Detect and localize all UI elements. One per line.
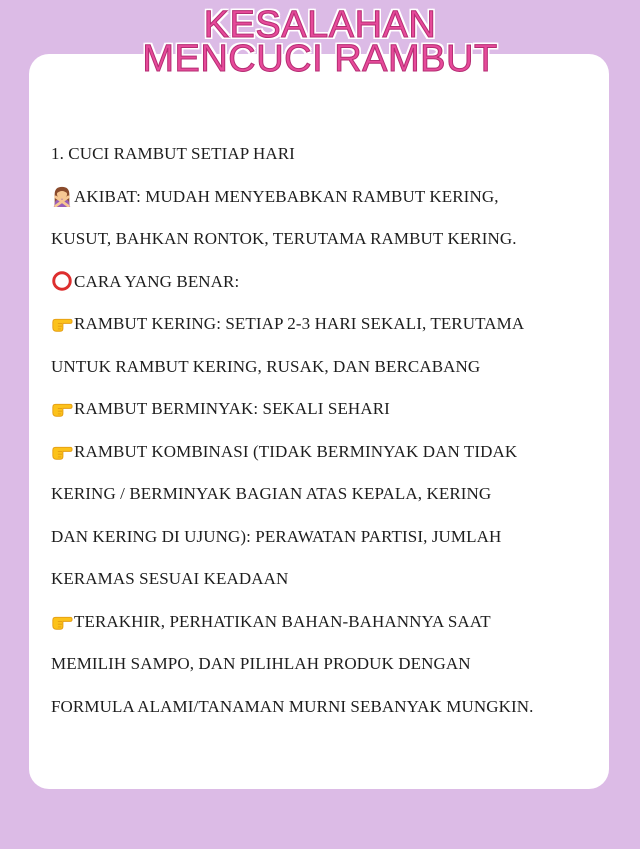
akibat-line-2: KUSUT, BAHKAN RONTOK, TERUTAMA RAMBUT KERING. (51, 229, 517, 248)
pointing-hand-icon (51, 312, 73, 334)
page-title (0, 4, 640, 80)
title-line-2: MENCUCI RAMBUT (142, 38, 498, 80)
terakhir-line-2: MEMILIH SAMPO, DAN PILIHLAH PRODUK DENGAN (51, 654, 471, 673)
red-circle-icon (51, 270, 73, 292)
pointing-hand-icon (51, 397, 73, 419)
terakhir-line-1 (51, 601, 591, 644)
title-line-1: KESALAHAN (203, 4, 437, 46)
kombinasi-line-2: KERING / BERMINYAK BAGIAN ATAS KEPALA, KERING (51, 484, 492, 503)
content-body (51, 133, 591, 728)
cara-line (51, 261, 591, 304)
pointing-hand-icon (51, 610, 73, 632)
berminyak-text: RAMBUT BERMINYAK: SEKALI SEHARI (74, 399, 390, 418)
kombinasi-line-1 (51, 431, 591, 474)
kering-line-1 (51, 303, 591, 346)
terakhir-text-1: TERAKHIR, PERHATIKAN BAHAN-BAHANNYA SAAT (74, 611, 491, 631)
kombinasi-line-3: DAN KERING DI UJUNG): PERAWATAN PARTISI, JUMLAH (51, 526, 502, 546)
cara-text: CARA YANG BENAR: (74, 271, 240, 291)
terakhir-line-3: FORMULA ALAMI/TANAMAN MURNI SEBANYAK MUNGKIN. (51, 696, 534, 716)
woman-gesturing-no-icon (51, 185, 73, 207)
pointing-hand-icon (51, 440, 73, 462)
kombinasi-line-4: KERAMAS SESUAI KEADAAN (51, 569, 289, 588)
kering-text-1: RAMBUT KERING: SETIAP 2-3 HARI SEKALI, TERUTAMA (74, 314, 525, 333)
kering-line-2: UNTUK RAMBUT KERING, RUSAK, DAN BERCABANG (51, 356, 481, 376)
berminyak-line (51, 388, 591, 431)
akibat-text-1: AKIBAT: MUDAH MENYEBABKAN RAMBUT KERING, (74, 186, 499, 206)
kombinasi-text-1: RAMBUT KOMBINASI (TIDAK BERMINYAK DAN TIDAK (74, 441, 518, 461)
section-heading: 1. CUCI RAMBUT SETIAP HARI (51, 144, 295, 163)
akibat-line-1 (51, 176, 591, 219)
